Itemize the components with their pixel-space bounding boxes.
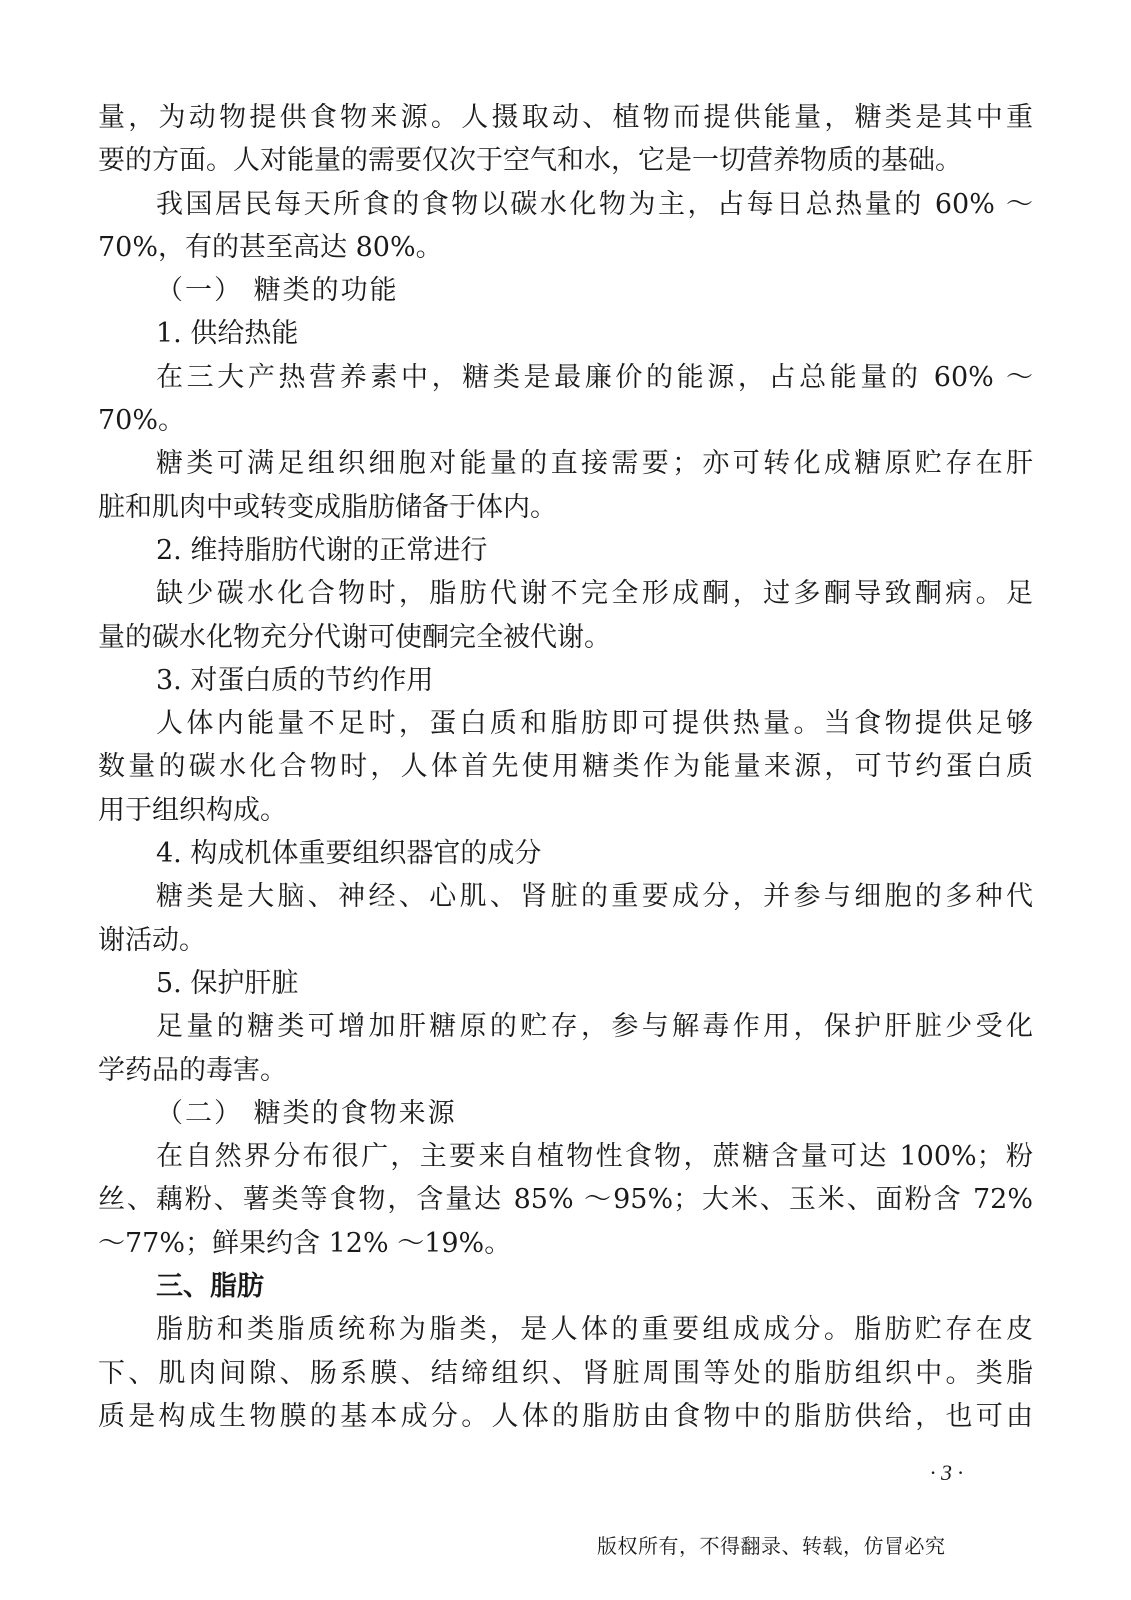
numbered-heading: 2. 维持脂肪代谢的正常进行 [156, 534, 488, 566]
paragraph-line: 谢活动。 [98, 924, 206, 956]
paragraph-line: 下、肌肉间隙、肠系膜、结缔组织、肾脏周围等处的脂肪组织中。类脂 [98, 1357, 1033, 1389]
paragraph-line: 量的碳水化物充分代谢可使酮完全被代谢。 [98, 621, 611, 653]
numbered-heading: 4. 构成机体重要组织器官的成分 [156, 838, 542, 870]
paragraph-line: 我国居民每天所食的食物以碳水化物为主，占每日总热量的 60% ～ [156, 188, 1033, 220]
paragraph-line: 要的方面。人对能量的需要仅次于空气和水，它是一切营养物质的基础。 [98, 145, 962, 177]
paragraph-line: 糖类是大脑、神经、心肌、肾脏的重要成分，并参与细胞的多种代 [156, 881, 1033, 913]
numbered-heading: 5. 保护肝脏 [156, 967, 299, 999]
section-heading: 三、脂肪 [156, 1271, 264, 1303]
paragraph-line: 70%。 [98, 405, 186, 437]
numbered-heading: 3. 对蛋白质的节约作用 [156, 664, 434, 696]
paragraph-line: 脏和肌肉中或转变成脂肪储备于体内。 [98, 491, 557, 523]
subsection-heading: （二） 糖类的食物来源 [156, 1097, 457, 1129]
paragraph-line: 70%，有的甚至高达 80%。 [98, 231, 443, 263]
paragraph-line: 糖类可满足组织细胞对能量的直接需要；亦可转化成糖原贮存在肝 [156, 448, 1033, 480]
paragraph-line: 数量的碳水化合物时，人体首先使用糖类作为能量来源，可节约蛋白质 [98, 751, 1033, 783]
subsection-heading: （一） 糖类的功能 [156, 275, 399, 307]
paragraph-line: 用于组织构成。 [98, 794, 287, 826]
paragraph-line: 缺少碳水化合物时，脂肪代谢不完全形成酮，过多酮导致酮病。足 [156, 578, 1033, 610]
page-number: · 3 · [930, 1460, 963, 1485]
paragraph-line: 质是构成生物膜的基本成分。人体的脂肪由食物中的脂肪供给，也可由 [98, 1400, 1033, 1432]
paragraph-line: 量，为动物提供食物来源。人摄取动、植物而提供能量，糖类是其中重 [98, 102, 1033, 133]
numbered-heading: 1. 供给热能 [156, 318, 299, 350]
copyright-notice: 版权所有，不得翻录、转载，仿冒必究 [597, 1534, 946, 1558]
paragraph-line: 在三大产热营养素中，糖类是最廉价的能源，占总能量的 60% ～ [156, 361, 1033, 393]
paragraph-line: 丝、藕粉、薯类等食物，含量达 85% ～95%；大米、玉米、面粉含 72% [98, 1184, 1033, 1216]
paragraph-line: 脂肪和类脂质统称为脂类，是人体的重要组成成分。脂肪贮存在皮 [156, 1314, 1033, 1346]
page-body [98, 96, 1033, 1438]
paragraph-line: 人体内能量不足时，蛋白质和脂肪即可提供热量。当食物提供足够 [156, 708, 1033, 740]
paragraph-line: 学药品的毒害。 [98, 1054, 287, 1086]
paragraph-line: 足量的糖类可增加肝糖原的贮存，参与解毒作用，保护肝脏少受化 [156, 1011, 1033, 1043]
paragraph-line: 在自然界分布很广，主要来自植物性食物，蔗糖含量可达 100%；粉 [156, 1141, 1033, 1173]
paragraph-line: ～77%；鲜果约含 12% ～19%。 [98, 1227, 512, 1259]
